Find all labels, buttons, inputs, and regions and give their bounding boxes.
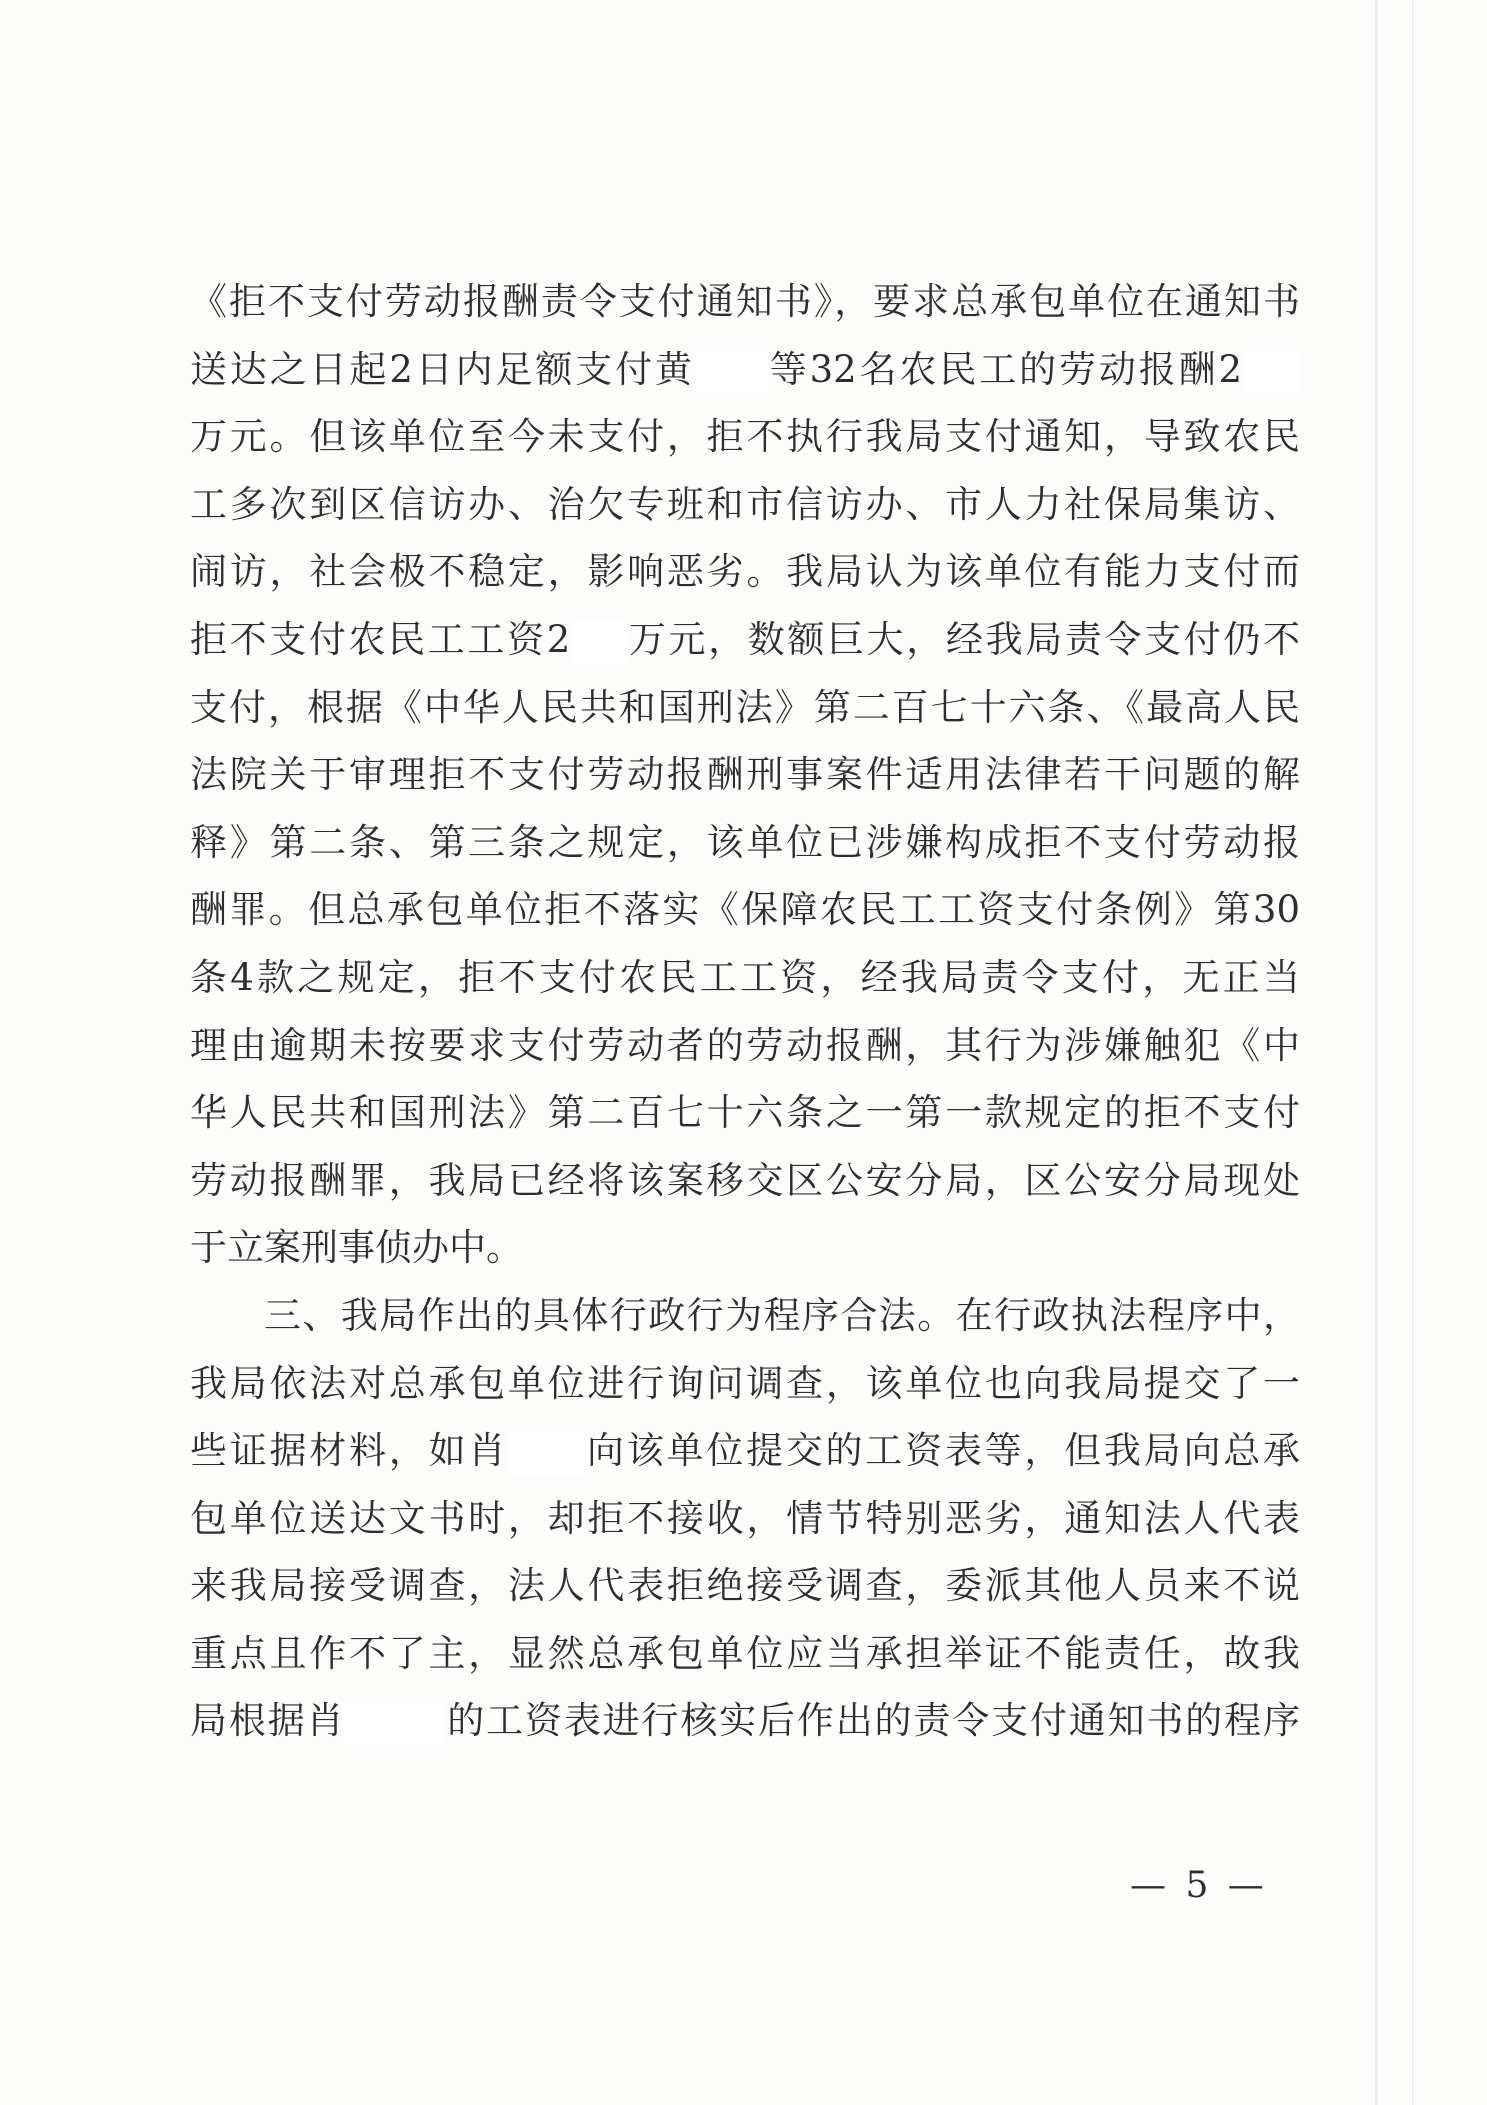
text-line: 些证据材料，如肖 向该单位提交的工资表等，但我局向总承: [190, 1417, 1300, 1485]
text-line: 释》第二条、第三条之规定，该单位已涉嫌构成拒不支付劳动报: [190, 820, 1300, 864]
text-line: 劳动报酬罪，我局已经将该案移交区公安分局，区公安分局现处: [190, 1158, 1300, 1202]
text-line: 重点且作不了主，显然总承包单位应当承担举证不能责任，故我: [190, 1631, 1300, 1675]
text-line: 来我局接受调查，法人代表拒绝接受调查，委派其他人员来不说: [190, 1564, 1300, 1608]
text-line: 拒不支付农民工工资2 万元，数额巨大，经我局责令支付仍不: [190, 606, 1300, 674]
text-line: 闹访，社会极不稳定，影响恶劣。我局认为该单位有能力支付而: [190, 550, 1300, 594]
text-line: 支付，根据《中华人民共和国刑法》第二百七十六条、《最高人民: [190, 685, 1300, 729]
document-body: [190, 268, 1300, 1755]
text-line: 包单位送达文书时，却拒不接收，情节特别恶劣，通知法人代表: [190, 1496, 1300, 1540]
text-line: 送达之日起2日内足额支付黄 等32名农民工的劳动报酬2: [190, 336, 1300, 404]
redaction-box: [1242, 350, 1300, 394]
redaction-box: [345, 1702, 445, 1746]
text-line: 条4款之规定，拒不支付农民工工资，经我局责令支付，无正当: [190, 955, 1300, 999]
redaction-box: [508, 1432, 584, 1476]
text-line: 三、我局作出的具体行政行为程序合法。在行政执法程序中，: [264, 1293, 1300, 1337]
redaction-box: [570, 620, 626, 664]
page-number: — 5 —: [1130, 1865, 1268, 1906]
text-line: 理由逾期未按要求支付劳动者的劳动报酬，其行为涉嫌触犯《中: [190, 1023, 1300, 1067]
text-line: 我局依法对总承包单位进行询问调查，该单位也向我局提交了一: [190, 1361, 1300, 1405]
redaction-box: [695, 350, 767, 394]
text-line: 于立案刑事侦办中。: [190, 1226, 523, 1270]
text-line: 局根据肖 的工资表进行核实后作出的责令支付通知书的程序: [190, 1687, 1300, 1755]
scan-edge-line: [1375, 0, 1378, 2105]
text-line: 酬罪。但总承包单位拒不落实《保障农民工工资支付条例》第30: [190, 888, 1300, 932]
text-line: 法院关于审理拒不支付劳动报酬刑事案件适用法律若干问题的解: [190, 753, 1300, 797]
text-line: 华人民共和国刑法》第二百七十六条之一第一款规定的拒不支付: [190, 1091, 1300, 1135]
text-line: 万元。但该单位至今未支付，拒不执行我局支付通知，导致农民: [190, 415, 1300, 459]
scan-edge-line: [1412, 0, 1414, 2105]
text-line: 工多次到区信访办、治欠专班和市信访办、市人力社保局集访、: [190, 482, 1300, 526]
text-line: 《拒不支付劳动报酬责令支付通知书》，要求总承包单位在通知书: [190, 280, 1300, 323]
